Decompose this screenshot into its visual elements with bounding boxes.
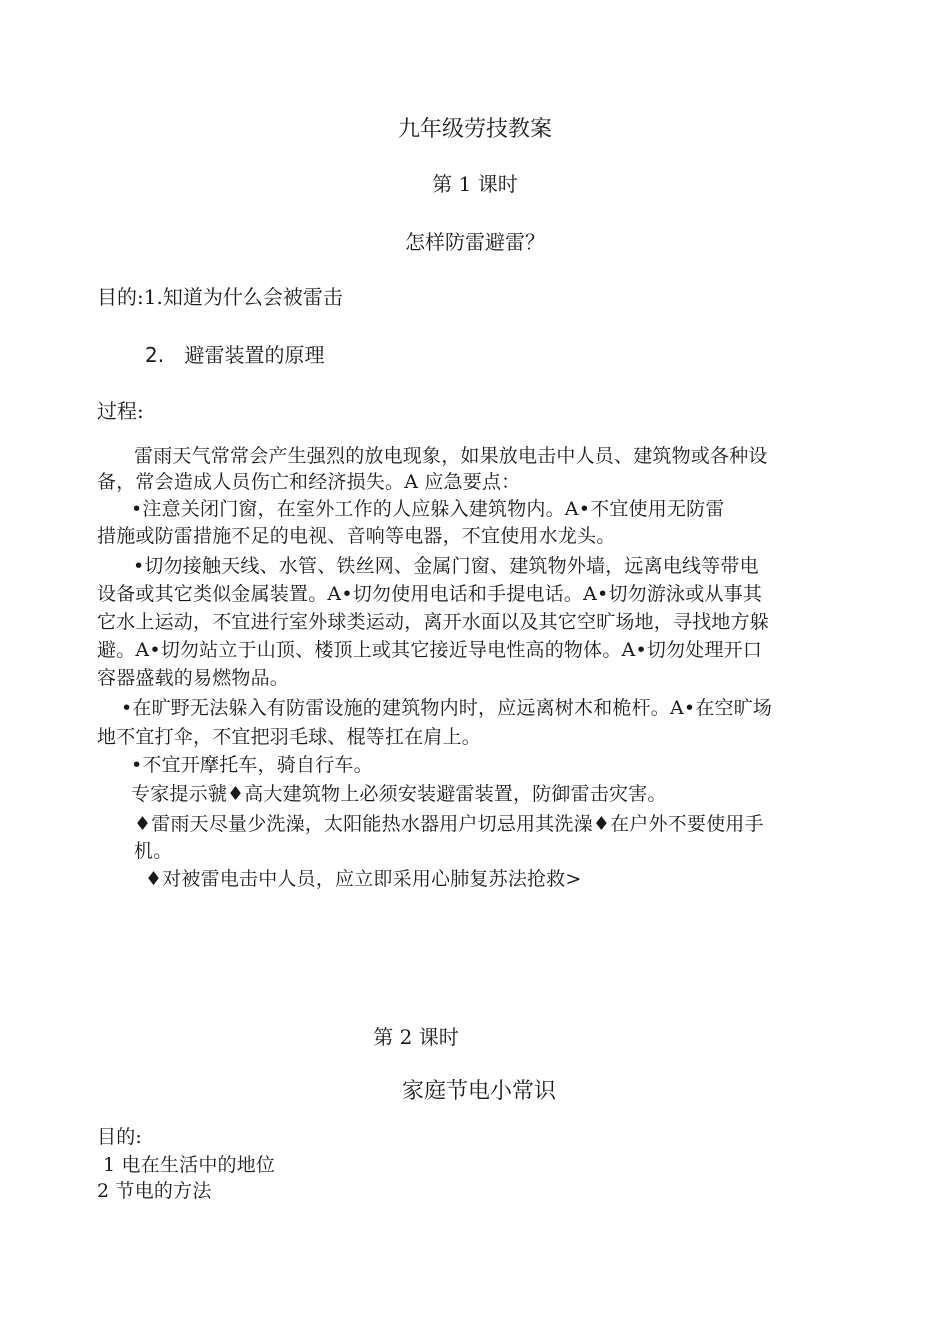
- lesson-2-goal-2: 2 节电的方法: [97, 1180, 212, 1202]
- lesson-1-topic: 怎样防雷避雷？: [405, 230, 545, 254]
- process-line-6: 设备或其它类似金属装置。A•切勿使用电话和手提电话。A•切勿游泳或从事其: [97, 583, 763, 605]
- goal-2-number: 2.: [145, 343, 165, 367]
- lesson-1-goal-2: [145, 345, 324, 365]
- process-line-2: 备，常会造成人员伤亡和经济损失。A 应急要点：: [97, 471, 521, 493]
- process-line-8: 避。A•切勿站立于山顶、楼顶上或其它接近导电性高的物体。A•切勿处理开口: [97, 639, 763, 661]
- document-title: 九年级劳技教案: [397, 117, 552, 142]
- process-label: 过程:: [97, 399, 144, 423]
- process-line-16: ♦对被雷电击中人员，应立即采用心肺复苏法抢救>: [145, 868, 582, 890]
- lesson-2-topic: 家庭节电小常识: [401, 1079, 556, 1104]
- lesson-2-goal-1: 1 电在生活中的地位: [103, 1154, 276, 1176]
- process-line-15: 机。: [134, 840, 173, 862]
- process-line-4: 措施或防雷措施不足的电视、音响等电器，不宜使用水龙头。: [97, 525, 616, 547]
- process-line-5: •切勿接触天线、水管、铁丝网、金属门窗、建筑物外墙，远离电线等带电: [133, 555, 759, 577]
- process-line-3: •注意关闭门窗，在室外工作的人应躲入建筑物内。A•不宜使用无防雷: [131, 498, 725, 520]
- lesson-1-goal-1: 目的:1.知道为什么会被雷击: [97, 285, 343, 309]
- process-line-7: 它水上运动，不宜进行室外球类运动，离开水面以及其它空旷场地，寻找地方躲: [97, 611, 770, 633]
- goal-2-text: 避雷装置的原理: [184, 343, 325, 367]
- process-line-1: 雷雨天气常常会产生强烈的放电现象，如果放电击中人员、建筑物或各种设: [134, 445, 768, 467]
- process-line-9: 容器盛载的易燃物品。: [97, 667, 290, 689]
- process-line-13: 专家提示虢♦高大建筑物上必须安装避雷装置，防御雷击灾害。: [131, 783, 667, 805]
- process-line-12: •不宜开摩托车，骑自行车。: [131, 754, 373, 776]
- process-line-11: 地不宜打伞，不宜把羽毛球、棍等扛在肩上。: [97, 726, 482, 748]
- lesson-1-period: 第 1 课时: [432, 172, 518, 196]
- process-line-10: •在旷野无法躲入有防雷设施的建筑物内时，应远离树木和桅杆。A•在空旷场: [121, 697, 773, 719]
- lesson-2-goal-label: 目的:: [97, 1126, 143, 1148]
- lesson-2-period: 第 2 课时: [373, 1025, 459, 1049]
- process-line-14: ♦雷雨天尽量少洗澡，太阳能热水器用户切忌用其洗澡♦在户外不要使用手: [134, 813, 764, 835]
